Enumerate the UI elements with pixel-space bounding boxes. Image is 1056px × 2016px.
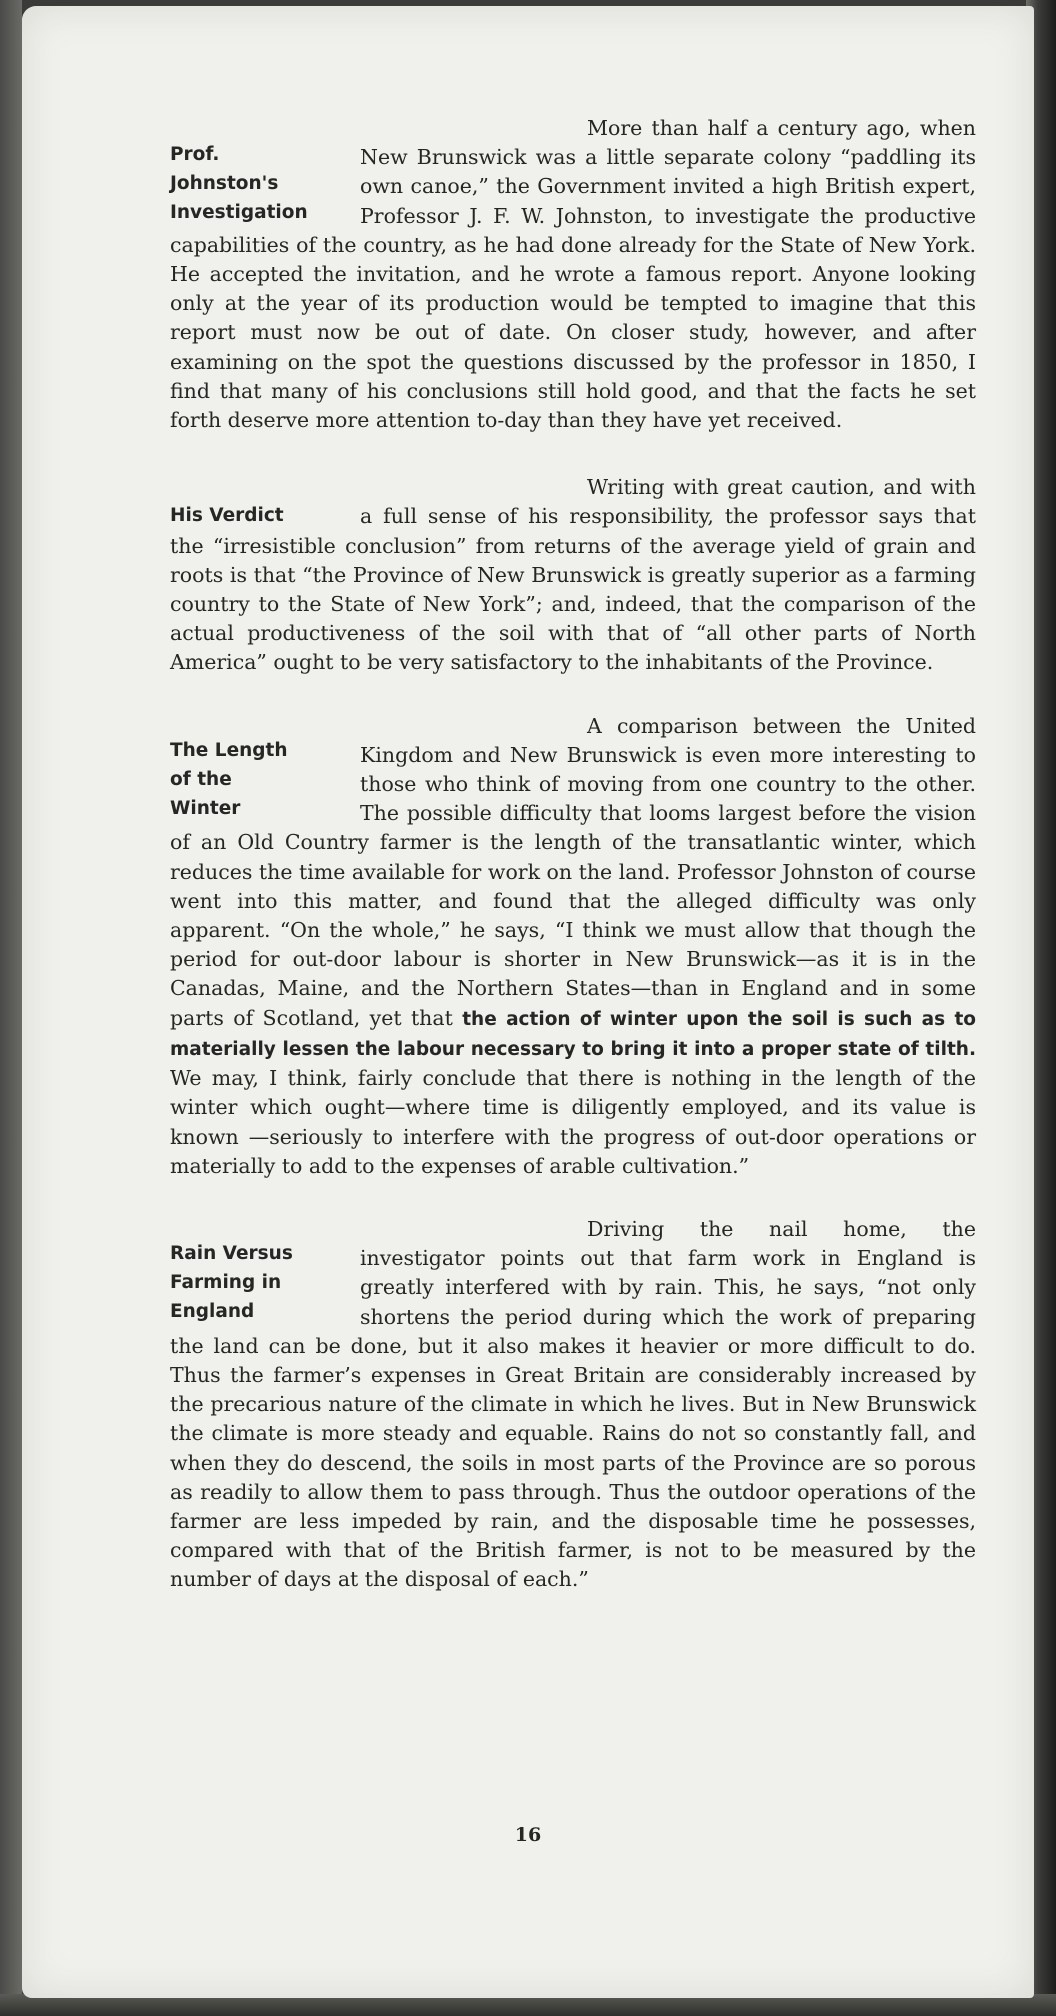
page-number: 16: [514, 1824, 542, 1846]
sidenote-line: The Length: [170, 739, 288, 761]
section-rain-versus-farming: [170, 1215, 976, 1595]
section-johnstons-investigation: [170, 114, 976, 435]
sidenote-heading: [170, 736, 346, 823]
sidenote-line: His Verdict: [170, 505, 284, 527]
paragraph-text: We may, I think, fairly conclude that there is nothing in the length of the winter which ought—where time is diligently employed, and its value is known —seriously to interfere with the progress of out-door operations or materially to add to the expenses of arable cultivation.”: [170, 1066, 976, 1178]
section-his-verdict: [170, 473, 976, 677]
page-body: [170, 114, 976, 1629]
sidenote-heading: [170, 1239, 346, 1326]
sidenote-line: Winter: [170, 797, 241, 819]
document-page: [22, 6, 1034, 1998]
bold-emphasis: the action of winter upon the soil is such as to materially lessen the labour necessary to bring it into a proper state of tilth.: [170, 1008, 976, 1060]
sidenote-line: Investigation: [170, 202, 308, 223]
sidenote-line: Farming in: [170, 1271, 282, 1293]
paragraph: Writing with great caution, and with a full sense of his responsibility, the professor says that the “irresistible conclusion” from returns of the average yield of grain and roots is that “the Province of New Brunswick is greatly superior as a farming country to the State of New York”; and, indeed, that the comparison of the actual productiveness of the soil with that of “all other parts of North America” ought to be very satisfactory to the inhabitants of the Province.: [170, 475, 976, 675]
scan-edge-left: [0, 0, 22, 2016]
sidenote-heading: [170, 140, 346, 227]
sidenote-line: Johnston's: [170, 173, 279, 194]
sidenote-line: Prof.: [170, 144, 220, 165]
paragraph: More than half a century ago, when New Brunswick was a little separate colony “paddling its own canoe,” the Government invited a high British expert, Professor J. F. W. Johnston, to investigate the productive capabilities of the country, as he had done already for the State of New York. He accepted the invitation, and he wrote a famous report. Anyone looking only at the year of its production would be tempted to imagine that this report must now be out of date. On closer study, however, and after examining on the spot the questions discussed by the professor in 1850, I find that many of his conclusions still hold good, and that the facts he set forth deserve more attention to-day than they have yet received.: [170, 116, 976, 433]
sidenote-line: England: [170, 1300, 255, 1322]
paragraph-text: A comparison between the United Kingdom and New Brunswick is even more interesting to those who think of moving from one country to the other. The possible difficulty that looms largest before the vision of an Old Country farmer is the length of the transatlantic winter, which reduces the time available for work on the land. Professor Johnston of course went into this matter, and found that the alleged difficulty was only apparent. “On the whole,” he says, “I think we must allow that though the period for out-door labour is shorter in New Brunswick—as it is in the Canadas, Maine, and the Northern States—than in England and in some parts of Scotland, yet that: [170, 713, 976, 1030]
sidenote-line: Rain Versus: [170, 1242, 293, 1264]
sidenote-line: of the: [170, 768, 232, 790]
paragraph: Driving the nail home, the investigator points out that farm work in England is greatly interfered with by rain. This, he says, “not only shortens the period during which the work of preparing the land can be done, but it also makes it heavier or more difficult to do. Thus the farmer’s expenses in Great Britain are considerably increased by the precarious nature of the climate in which he lives. But in New Brunswick the climate is more steady and equable. Rains do not so constantly fall, and when they do descend, the soils in most parts of the Province are so porous as readily to allow them to pass through. Thus the outdoor operations of the farmer are less impeded by rain, and the disposable time he possesses, compared with that of the British farmer, is not to be measured by the number of days at the disposal of each.”: [170, 1216, 976, 1592]
section-length-of-winter: [170, 712, 976, 1181]
sidenote-heading: [170, 501, 346, 530]
